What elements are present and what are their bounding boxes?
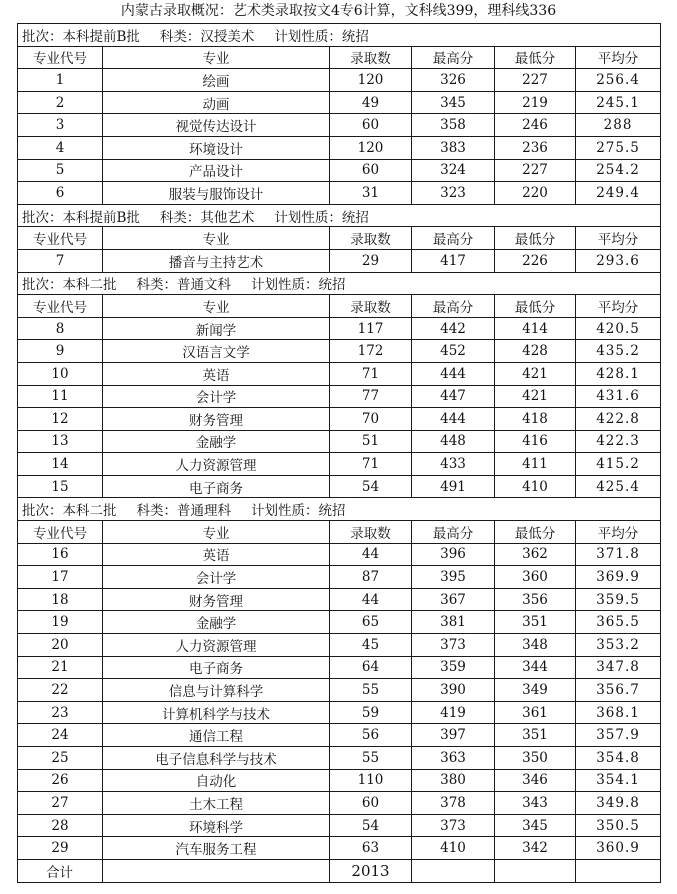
cell-major: 通信工程: [103, 724, 330, 747]
column-header-code: 专业代号: [18, 46, 103, 69]
table-row: [18, 566, 661, 589]
cell-major: 英语: [103, 543, 330, 566]
cell-min: 421: [495, 385, 576, 408]
cell-code: 7: [18, 249, 103, 272]
section-batch-row: [18, 498, 661, 521]
column-header-avg: 平均分: [576, 295, 661, 318]
cell-avg: 371.8: [576, 543, 661, 566]
cell-min: 246: [495, 114, 576, 137]
cell-code: 16: [18, 543, 103, 566]
cell-max: 491: [412, 475, 495, 498]
cell-avg: 275.5: [576, 136, 661, 159]
cell-min: 345: [495, 814, 576, 837]
cell-min: 361: [495, 701, 576, 724]
cell-avg: 420.5: [576, 317, 661, 340]
cell-avg: 354.1: [576, 769, 661, 792]
section-batch: 批次：本科提前B批: [22, 209, 140, 226]
cell-code: 18: [18, 588, 103, 611]
cell-major: 自动化: [103, 769, 330, 792]
table-row: [18, 475, 661, 498]
cell-code: 11: [18, 385, 103, 408]
cell-max: 381: [412, 611, 495, 634]
cell-code: 22: [18, 679, 103, 702]
cell-code: 19: [18, 611, 103, 634]
cell-admitted: 120: [330, 136, 412, 159]
table-row: [18, 543, 661, 566]
section-batch-info: [18, 498, 661, 521]
cell-major: 动画: [103, 91, 330, 114]
cell-min: 351: [495, 724, 576, 747]
cell-code: 14: [18, 453, 103, 476]
cell-admitted: 64: [330, 656, 412, 679]
cell-code: 8: [18, 317, 103, 340]
column-header-code: 专业代号: [18, 227, 103, 250]
cell-admitted: 44: [330, 543, 412, 566]
column-header-max: 最高分: [412, 295, 495, 318]
cell-code: 29: [18, 837, 103, 860]
column-header-avg: 平均分: [576, 46, 661, 69]
column-header-admitted: 录取数: [330, 46, 412, 69]
cell-code: 20: [18, 634, 103, 657]
section-category: 科类：其他艺术: [159, 209, 255, 226]
cell-admitted: 49: [330, 91, 412, 114]
table-row: [18, 408, 661, 431]
section-nature: 计划性质：统招: [274, 209, 369, 226]
cell-code: 27: [18, 792, 103, 815]
cell-admitted: 172: [330, 340, 412, 363]
cell-major: 财务管理: [103, 588, 330, 611]
cell-code: 4: [18, 136, 103, 159]
table-row: [18, 430, 661, 453]
empty-cell: [576, 859, 661, 882]
section-batch-info: [18, 204, 661, 227]
cell-max: 444: [412, 408, 495, 431]
table-row: [18, 747, 661, 770]
cell-max: 433: [412, 453, 495, 476]
cell-max: 452: [412, 340, 495, 363]
cell-major: 播音与主持艺术: [103, 249, 330, 272]
cell-min: 428: [495, 340, 576, 363]
page-title: 内蒙古录取概况：艺术类录取按文4专6计算，文科线399，理科线336: [120, 3, 557, 19]
cell-admitted: 63: [330, 837, 412, 860]
cell-avg: 349.8: [576, 792, 661, 815]
cell-code: 3: [18, 114, 103, 137]
cell-admitted: 55: [330, 747, 412, 770]
section-batch: 批次：本科二批: [22, 503, 117, 520]
cell-code: 26: [18, 769, 103, 792]
cell-min: 342: [495, 837, 576, 860]
cell-min: 343: [495, 792, 576, 815]
cell-code: 24: [18, 724, 103, 747]
column-header-code: 专业代号: [18, 295, 103, 318]
section-batch: 批次：本科提前B批: [22, 28, 140, 45]
cell-admitted: 45: [330, 634, 412, 657]
cell-max: 395: [412, 566, 495, 589]
table-row: [18, 317, 661, 340]
cell-avg: 353.2: [576, 634, 661, 657]
cell-major: 土木工程: [103, 792, 330, 815]
cell-admitted: 117: [330, 317, 412, 340]
section-category: 科类：汉授美术: [159, 28, 255, 45]
cell-avg: 415.2: [576, 453, 661, 476]
column-header-avg: 平均分: [576, 227, 661, 250]
cell-avg: 354.8: [576, 747, 661, 770]
cell-avg: 360.9: [576, 837, 661, 860]
cell-max: 390: [412, 679, 495, 702]
cell-max: 380: [412, 769, 495, 792]
cell-avg: 422.8: [576, 408, 661, 431]
cell-major: 视觉传达设计: [103, 114, 330, 137]
cell-avg: 245.1: [576, 91, 661, 114]
cell-admitted: 60: [330, 114, 412, 137]
cell-admitted: 29: [330, 249, 412, 272]
table-row: [18, 679, 661, 702]
cell-major: 电子商务: [103, 656, 330, 679]
cell-max: 373: [412, 634, 495, 657]
section-batch-info: [18, 272, 661, 295]
cell-avg: 368.1: [576, 701, 661, 724]
cell-min: 360: [495, 566, 576, 589]
column-header-admitted: 录取数: [330, 295, 412, 318]
cell-major: 环境科学: [103, 814, 330, 837]
cell-admitted: 71: [330, 362, 412, 385]
table-row: [18, 453, 661, 476]
cell-admitted: 120: [330, 69, 412, 92]
cell-max: 367: [412, 588, 495, 611]
cell-code: 9: [18, 340, 103, 363]
cell-major: 绘画: [103, 69, 330, 92]
table-row: [18, 611, 661, 634]
table-row: [18, 656, 661, 679]
cell-major: 会计学: [103, 566, 330, 589]
table-row: [18, 362, 661, 385]
column-header-avg: 平均分: [576, 521, 661, 544]
cell-major: 环境设计: [103, 136, 330, 159]
table-row: [18, 91, 661, 114]
table-header-row: [18, 227, 661, 250]
cell-major: 金融学: [103, 611, 330, 634]
column-header-code: 专业代号: [18, 521, 103, 544]
cell-max: 323: [412, 182, 495, 205]
table-body: [18, 24, 661, 883]
table-row: [18, 136, 661, 159]
table-row: [18, 69, 661, 92]
cell-major: 人力资源管理: [103, 634, 330, 657]
cell-max: 363: [412, 747, 495, 770]
cell-major: 金融学: [103, 430, 330, 453]
cell-code: 13: [18, 430, 103, 453]
section-category: 科类：普通理科: [136, 503, 231, 520]
cell-admitted: 71: [330, 453, 412, 476]
cell-code: 21: [18, 656, 103, 679]
table-row: [18, 182, 661, 205]
cell-code: 1: [18, 69, 103, 92]
cell-avg: 422.3: [576, 430, 661, 453]
cell-min: 236: [495, 136, 576, 159]
cell-min: 226: [495, 249, 576, 272]
cell-max: 373: [412, 814, 495, 837]
empty-cell: [103, 859, 330, 882]
cell-max: 324: [412, 159, 495, 182]
cell-avg: 435.2: [576, 340, 661, 363]
cell-avg: 288: [576, 114, 661, 137]
cell-min: 220: [495, 182, 576, 205]
cell-code: 17: [18, 566, 103, 589]
cell-max: 358: [412, 114, 495, 137]
table-row: [18, 701, 661, 724]
table-row: [18, 634, 661, 657]
table-row: [18, 724, 661, 747]
table-row: [18, 249, 661, 272]
cell-admitted: 54: [330, 814, 412, 837]
cell-code: 23: [18, 701, 103, 724]
column-header-admitted: 录取数: [330, 521, 412, 544]
cell-code: 2: [18, 91, 103, 114]
cell-avg: 356.7: [576, 679, 661, 702]
total-label: 合计: [18, 859, 103, 882]
cell-avg: 249.4: [576, 182, 661, 205]
cell-major: 新闻学: [103, 317, 330, 340]
cell-admitted: 56: [330, 724, 412, 747]
cell-admitted: 87: [330, 566, 412, 589]
cell-min: 421: [495, 362, 576, 385]
cell-code: 15: [18, 475, 103, 498]
cell-major: 会计学: [103, 385, 330, 408]
section-category: 科类：普通文科: [136, 277, 231, 294]
empty-cell: [495, 859, 576, 882]
cell-max: 378: [412, 792, 495, 815]
cell-min: 350: [495, 747, 576, 770]
cell-admitted: 51: [330, 430, 412, 453]
empty-cell: [412, 859, 495, 882]
section-nature: 计划性质：统招: [251, 277, 346, 294]
cell-min: 227: [495, 159, 576, 182]
cell-max: 396: [412, 543, 495, 566]
cell-min: 351: [495, 611, 576, 634]
column-header-max: 最高分: [412, 227, 495, 250]
cell-major: 人力资源管理: [103, 453, 330, 476]
admission-table: [17, 23, 661, 883]
cell-major: 计算机科学与技术: [103, 701, 330, 724]
cell-min: 356: [495, 588, 576, 611]
column-header-min: 最低分: [495, 46, 576, 69]
cell-max: 345: [412, 91, 495, 114]
cell-admitted: 59: [330, 701, 412, 724]
column-header-min: 最低分: [495, 227, 576, 250]
cell-admitted: 70: [330, 408, 412, 431]
table-row: [18, 159, 661, 182]
table-header-row: [18, 295, 661, 318]
cell-major: 电子商务: [103, 475, 330, 498]
total-value: 2013: [330, 859, 412, 882]
cell-max: 326: [412, 69, 495, 92]
cell-min: 348: [495, 634, 576, 657]
column-header-major: 专业: [103, 227, 330, 250]
cell-admitted: 60: [330, 159, 412, 182]
cell-code: 25: [18, 747, 103, 770]
cell-code: 12: [18, 408, 103, 431]
cell-major: 信息与计算科学: [103, 679, 330, 702]
cell-major: 电子信息科学与技术: [103, 747, 330, 770]
column-header-min: 最低分: [495, 521, 576, 544]
cell-major: 产品设计: [103, 159, 330, 182]
cell-code: 28: [18, 814, 103, 837]
cell-avg: 256.4: [576, 69, 661, 92]
section-nature: 计划性质：统招: [251, 503, 346, 520]
column-header-max: 最高分: [412, 46, 495, 69]
cell-min: 344: [495, 656, 576, 679]
column-header-major: 专业: [103, 521, 330, 544]
cell-admitted: 60: [330, 792, 412, 815]
cell-avg: 254.2: [576, 159, 661, 182]
table-header-row: [18, 521, 661, 544]
cell-admitted: 55: [330, 679, 412, 702]
cell-admitted: 31: [330, 182, 412, 205]
cell-min: 411: [495, 453, 576, 476]
cell-major: 财务管理: [103, 408, 330, 431]
cell-max: 417: [412, 249, 495, 272]
cell-code: 10: [18, 362, 103, 385]
column-header-max: 最高分: [412, 521, 495, 544]
table-header-row: [18, 46, 661, 69]
cell-avg: 357.9: [576, 724, 661, 747]
cell-major: 服装与服饰设计: [103, 182, 330, 205]
cell-avg: 359.5: [576, 588, 661, 611]
cell-avg: 347.8: [576, 656, 661, 679]
cell-major: 英语: [103, 362, 330, 385]
section-nature: 计划性质：统招: [274, 28, 369, 45]
cell-min: 410: [495, 475, 576, 498]
cell-max: 448: [412, 430, 495, 453]
cell-avg: 365.5: [576, 611, 661, 634]
cell-admitted: 110: [330, 769, 412, 792]
section-batch-row: [18, 24, 661, 47]
cell-max: 442: [412, 317, 495, 340]
section-batch-row: [18, 204, 661, 227]
cell-min: 418: [495, 408, 576, 431]
cell-avg: 428.1: [576, 362, 661, 385]
table-row: [18, 769, 661, 792]
cell-avg: 369.9: [576, 566, 661, 589]
column-header-major: 专业: [103, 46, 330, 69]
cell-admitted: 65: [330, 611, 412, 634]
table-row: [18, 588, 661, 611]
table-row: [18, 114, 661, 137]
section-batch: 批次：本科二批: [22, 277, 117, 294]
cell-avg: 431.6: [576, 385, 661, 408]
cell-min: 414: [495, 317, 576, 340]
cell-admitted: 44: [330, 588, 412, 611]
cell-min: 227: [495, 69, 576, 92]
column-header-min: 最低分: [495, 295, 576, 318]
cell-max: 383: [412, 136, 495, 159]
cell-avg: 350.5: [576, 814, 661, 837]
column-header-admitted: 录取数: [330, 227, 412, 250]
section-batch-row: [18, 272, 661, 295]
column-header-major: 专业: [103, 295, 330, 318]
table-row: [18, 385, 661, 408]
total-row: [18, 859, 661, 882]
cell-max: 359: [412, 656, 495, 679]
table-row: [18, 814, 661, 837]
table-row: [18, 340, 661, 363]
cell-min: 349: [495, 679, 576, 702]
cell-avg: 425.4: [576, 475, 661, 498]
cell-max: 444: [412, 362, 495, 385]
cell-min: 346: [495, 769, 576, 792]
cell-admitted: 54: [330, 475, 412, 498]
table-row: [18, 837, 661, 860]
section-batch-info: [18, 24, 661, 47]
cell-max: 419: [412, 701, 495, 724]
cell-min: 416: [495, 430, 576, 453]
cell-max: 410: [412, 837, 495, 860]
cell-min: 219: [495, 91, 576, 114]
cell-major: 汽车服务工程: [103, 837, 330, 860]
table-row: [18, 792, 661, 815]
cell-max: 447: [412, 385, 495, 408]
cell-code: 5: [18, 159, 103, 182]
cell-code: 6: [18, 182, 103, 205]
cell-min: 362: [495, 543, 576, 566]
cell-major: 汉语言文学: [103, 340, 330, 363]
cell-avg: 293.6: [576, 249, 661, 272]
cell-admitted: 77: [330, 385, 412, 408]
cell-max: 397: [412, 724, 495, 747]
